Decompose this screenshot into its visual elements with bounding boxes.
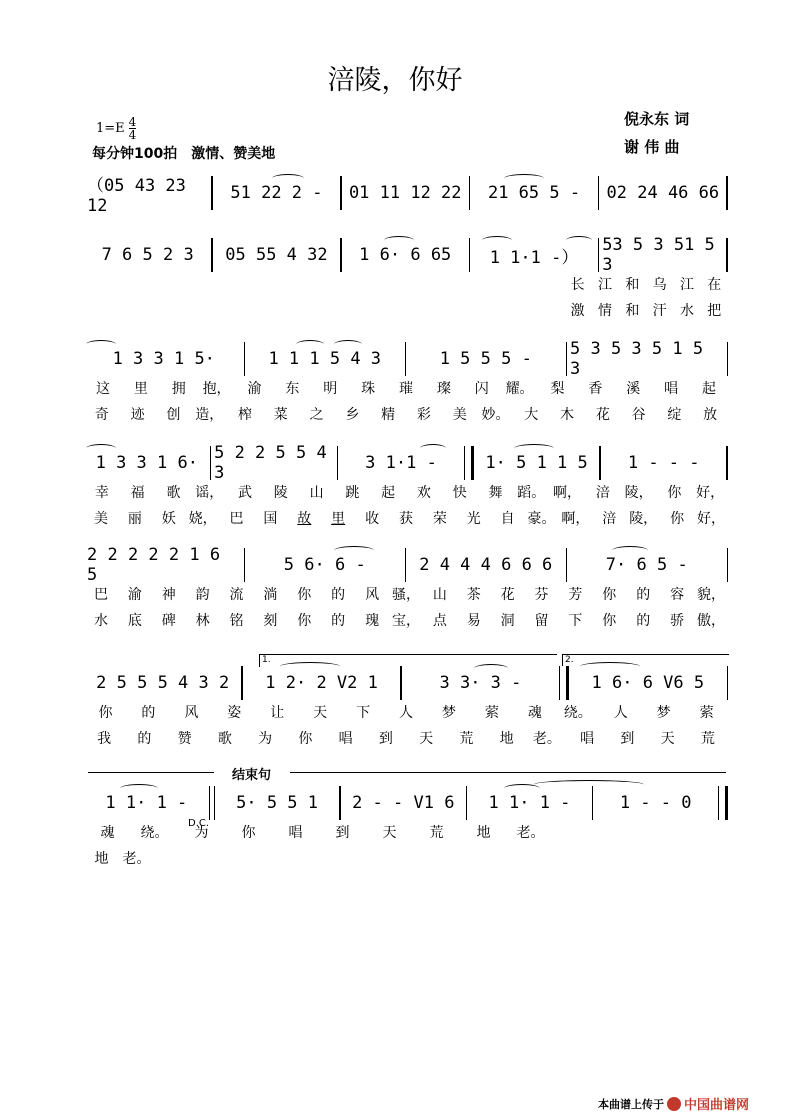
lyric-syllable: 国	[263, 511, 278, 527]
lyric-syllable: 唱	[338, 731, 353, 747]
lyric-syllable: 碑	[161, 613, 176, 629]
measure: 1 1· 1 -	[488, 793, 571, 813]
lyric-syllable: 铭	[229, 613, 244, 629]
lyric-syllable: 陵	[273, 485, 288, 501]
lyric-syllable: 妙。	[481, 407, 510, 423]
lyric-syllable: 到	[335, 825, 350, 841]
lyric-syllable: 彩	[416, 407, 431, 423]
lyric-syllable: 天	[419, 731, 434, 747]
lyric-syllable: 啊，	[561, 511, 590, 527]
lyric-syllable: 谣，	[195, 485, 224, 501]
lyric-syllable: 荒	[429, 825, 444, 841]
lyric-syllable: 里	[331, 511, 346, 527]
lyric-syllable: 赞	[177, 731, 192, 747]
lyric-syllable: 珠	[361, 381, 376, 397]
lyric-syllable: 福	[130, 485, 145, 501]
site-logo-text[interactable]: 中国曲谱网	[684, 1098, 750, 1113]
lyric-syllable: 香	[588, 381, 603, 397]
time-top: 4	[128, 115, 137, 129]
measure: 7 6 5 2 3	[101, 245, 194, 265]
lyric-syllable: 里	[133, 381, 148, 397]
lyric-syllable: 东	[285, 381, 300, 397]
lyric-syllable: 放	[703, 407, 718, 423]
measure: 21 65 5 -	[487, 183, 581, 203]
lyric-syllable: 的	[137, 731, 152, 747]
volta-second-ending: 2.	[562, 654, 729, 667]
measure: 5· 5 5 1	[236, 793, 318, 813]
lyric-syllable: 江	[597, 277, 612, 293]
score-system-4	[84, 443, 728, 528]
lyric-syllable: 荣	[432, 511, 447, 527]
lyric-syllable: 迹	[130, 407, 145, 423]
lyric-syllable: 留	[534, 613, 549, 629]
lyric-syllable: 造，	[195, 407, 224, 423]
lyric-syllable: 木	[560, 407, 575, 423]
lyric-syllable: 和	[625, 303, 640, 319]
lyric-syllable: 易	[466, 613, 481, 629]
lyric-syllable: 人	[399, 705, 414, 721]
slur	[86, 340, 116, 349]
measure: 1 1 1 5 4 3	[268, 349, 382, 369]
lyric-syllable: 林	[195, 613, 210, 629]
measure: 1 - - -	[627, 453, 700, 473]
lyric-syllable: 你	[98, 705, 113, 721]
lyric-syllable: 耀。	[505, 381, 534, 397]
lyric-syllable: 风	[184, 705, 199, 721]
lyric-syllable: 涪	[595, 485, 610, 501]
measure: 1 - - 0	[619, 793, 692, 813]
lyric-syllable: 姿	[227, 705, 242, 721]
measure: 1 6· 6 V6 5	[591, 673, 705, 693]
lyric-syllable: 绽	[667, 407, 682, 423]
lyric-syllable: 欢	[416, 485, 431, 501]
final-barline	[718, 786, 728, 820]
lyric-syllable: 水	[93, 613, 108, 629]
lyric-syllable: 下	[356, 705, 371, 721]
lyric-syllable: 蹈。	[517, 485, 546, 501]
measure: 2 4 4 4 6 6 6	[419, 555, 553, 575]
slur	[580, 662, 640, 671]
slur	[482, 236, 512, 245]
lyric-syllable: 渝	[127, 587, 142, 603]
lyric-syllable: 拥	[171, 381, 186, 397]
measure: 5 2 2 5 5 4 3	[214, 443, 327, 483]
repeat-barline	[559, 666, 569, 700]
lyric-line-2	[84, 728, 728, 748]
footer-text: 本曲谱上传于	[598, 1097, 664, 1111]
measure: 3 1·1 -	[365, 453, 437, 473]
lyric-syllable: 在	[707, 277, 722, 293]
lyric-syllable: 故	[297, 511, 312, 527]
lyric-syllable: 你	[297, 613, 312, 629]
slur	[296, 340, 324, 349]
score-system-2	[84, 235, 728, 320]
lyric-syllable: 溪	[626, 381, 641, 397]
lyric-syllable: 的	[141, 705, 156, 721]
lyric-syllable: 丽	[127, 511, 142, 527]
lyric-syllable: 起	[701, 381, 716, 397]
slur	[504, 174, 544, 183]
lyric-syllable: 精	[381, 407, 396, 423]
measure: 53 5 3 51 5 3	[602, 235, 715, 275]
lyric-syllable: 你	[298, 731, 313, 747]
measure: 5 3 5 3 5 1 5 3	[570, 339, 704, 379]
lyric-syllable: 花	[595, 407, 610, 423]
lyric-syllable: 武	[238, 485, 253, 501]
lyric-syllable: 你	[667, 485, 682, 501]
lyric-syllable: 刻	[263, 613, 278, 629]
lyric-syllable: 你	[602, 587, 617, 603]
barline	[727, 342, 729, 376]
measure: （05 43 23 12	[87, 175, 186, 216]
repeat-barline	[464, 446, 474, 480]
lyric-syllable: 的	[636, 587, 651, 603]
lyric-syllable: 你	[241, 825, 256, 841]
score-system-3	[84, 339, 728, 424]
key-label: 1=E	[96, 121, 125, 136]
lyric-syllable: 萦	[699, 705, 714, 721]
barline	[727, 666, 729, 700]
lyric-line-2	[84, 508, 728, 528]
lyric-syllable: 洞	[500, 613, 515, 629]
lyric-syllable: 歌	[166, 485, 181, 501]
footer	[598, 1094, 749, 1113]
lyric-syllable: 渝	[247, 381, 262, 397]
lyric-syllable: 涪	[602, 511, 617, 527]
slur	[120, 784, 158, 793]
measure: 05 55 4 32	[225, 245, 328, 265]
lyric-syllable: 啊，	[553, 485, 582, 501]
lyric-syllable: 璀	[398, 381, 413, 397]
lyric-syllable: 容	[670, 587, 685, 603]
lyric-syllable: 流	[229, 587, 244, 603]
lyric-syllable: 唱	[664, 381, 679, 397]
lyric-syllable: 魂	[527, 705, 542, 721]
score-system-1	[84, 175, 728, 218]
lyric-syllable: 奇	[94, 407, 109, 423]
lyric-syllable: 你	[670, 511, 685, 527]
lyric-syllable: 天	[660, 731, 675, 747]
lyric-syllable: 娆，	[188, 511, 217, 527]
lyric-syllable: 点	[432, 613, 447, 629]
lyric-syllable: 好，	[696, 485, 725, 501]
slur	[514, 444, 554, 453]
lyric-syllable: 获	[398, 511, 413, 527]
lyric-line-2	[84, 848, 154, 868]
lyric-syllable: 跳	[345, 485, 360, 501]
lyric-syllable: 乌	[652, 277, 667, 293]
lyric-syllable: 的	[636, 613, 651, 629]
lyric-syllable: 好，	[696, 511, 725, 527]
slur	[272, 174, 304, 183]
lyric-syllable: 地	[476, 825, 491, 841]
measure: 1 3 3 1 6·	[95, 453, 198, 473]
lyric-syllable: 情	[597, 303, 612, 319]
slur	[384, 236, 414, 245]
measure: 1· 5 1 1 5	[485, 453, 588, 473]
lyric-syllable: 把	[707, 303, 722, 319]
lyric-line-1	[564, 274, 728, 294]
lyric-syllable: 萦	[484, 705, 499, 721]
lyric-syllable: 榨	[238, 407, 253, 423]
lyric-syllable: 舞	[488, 485, 503, 501]
barline	[726, 446, 728, 480]
lyric-syllable: 和	[625, 277, 640, 293]
measure: 3 3· 3 -	[439, 673, 522, 693]
lyricist-credit: 倪永东 词	[624, 110, 690, 128]
lyric-line-2	[564, 300, 728, 320]
composer-credit: 谢 伟 曲	[624, 138, 680, 156]
lyric-syllable: 大	[524, 407, 539, 423]
lyric-syllable: 为	[194, 825, 209, 841]
lyric-syllable: 老。	[516, 825, 545, 841]
lyric-syllable: 的	[331, 613, 346, 629]
lyric-syllable: 幸	[94, 485, 109, 501]
lyric-syllable: 歌	[217, 731, 232, 747]
lyric-syllable: 菜	[273, 407, 288, 423]
lyric-syllable: 美	[93, 511, 108, 527]
lyric-syllable: 巴	[229, 511, 244, 527]
lyric-syllable: 明	[323, 381, 338, 397]
lyric-line-2	[84, 610, 728, 630]
score-system-5	[84, 545, 728, 630]
time-signature	[129, 116, 137, 141]
lyric-syllable: 创	[166, 407, 181, 423]
lyric-syllable: 你	[297, 587, 312, 603]
ending-label: 结束句	[228, 764, 275, 783]
lyric-syllable: 闪	[474, 381, 489, 397]
lyric-line-1	[84, 482, 728, 502]
slur	[420, 444, 446, 453]
lyric-syllable: 美	[452, 407, 467, 423]
lyric-syllable: 光	[466, 511, 481, 527]
lyric-syllable: 汗	[652, 303, 667, 319]
measure: 2 - - V1 6	[352, 793, 455, 813]
lyric-syllable: 长	[570, 277, 585, 293]
song-title: 涪陵，你好	[327, 65, 463, 96]
barline	[726, 176, 728, 210]
lyric-syllable: 到	[620, 731, 635, 747]
lyric-syllable: 江	[679, 277, 694, 293]
lyric-syllable: 绕。	[140, 825, 169, 841]
lyric-syllable: 茶	[466, 587, 481, 603]
lyric-syllable: 老。	[122, 851, 151, 867]
lyric-syllable: 梨	[550, 381, 565, 397]
lyric-syllable: 璨	[436, 381, 451, 397]
score-system-7	[84, 788, 728, 868]
slur	[334, 340, 362, 349]
lyric-syllable: 下	[568, 613, 583, 629]
lyric-syllable: 自	[500, 511, 515, 527]
lyric-syllable: 神	[161, 587, 176, 603]
lyric-syllable: 为	[258, 731, 273, 747]
lyric-syllable: 魂	[100, 825, 115, 841]
lyric-syllable: 老。	[532, 731, 561, 747]
measure: 1 1· 1 -	[105, 793, 188, 813]
lyric-syllable: 瑰	[365, 613, 380, 629]
lyric-syllable: 荒	[700, 731, 715, 747]
slur	[566, 236, 592, 245]
lyric-syllable: 激	[570, 303, 585, 319]
slur	[474, 664, 508, 673]
ending-line-right	[290, 772, 726, 773]
lyric-syllable: 快	[452, 485, 467, 501]
lyric-syllable: 地	[499, 731, 514, 747]
lyric-syllable: 起	[381, 485, 396, 501]
lyric-syllable: 貌，	[696, 587, 725, 603]
lyric-syllable: 的	[331, 587, 346, 603]
lyric-syllable: 淌	[263, 587, 278, 603]
measure: 1 6· 6 65	[359, 245, 452, 265]
dc-marker: D.C.	[188, 818, 210, 829]
lyric-syllable: 这	[95, 381, 110, 397]
lyric-syllable: 傲，	[696, 613, 725, 629]
lyric-syllable: 之	[309, 407, 324, 423]
measure: 02 24 46 66	[606, 183, 720, 203]
measure: 1 3 3 1 5·	[112, 349, 215, 369]
barline	[726, 238, 728, 272]
lyric-syllable: 抱，	[202, 381, 231, 397]
lyric-syllable: 你	[602, 613, 617, 629]
lyric-line-1	[84, 378, 728, 398]
lyric-syllable: 骄	[670, 613, 685, 629]
volta-first-ending: 1.	[259, 654, 557, 667]
time-bottom: 4	[128, 128, 137, 142]
lyric-syllable: 我	[97, 731, 112, 747]
barline	[727, 548, 729, 582]
slur	[612, 546, 648, 555]
measure: 01 11 12 22	[348, 183, 462, 203]
lyric-syllable: 陵，	[624, 485, 653, 501]
lyric-line-1	[84, 702, 728, 722]
slur	[280, 662, 340, 671]
measure: 1 1·1 -）	[489, 247, 579, 268]
lyric-syllable: 水	[679, 303, 694, 319]
lyric-syllable: 陵，	[629, 511, 658, 527]
lyric-syllable: 风	[365, 587, 380, 603]
lyric-syllable: 谷	[631, 407, 646, 423]
lyric-syllable: 豪。	[527, 511, 556, 527]
lyric-line-1	[84, 822, 554, 842]
measure: 1 2· 2 V2 1	[265, 673, 378, 693]
slur	[334, 546, 374, 555]
site-logo-icon	[667, 1097, 681, 1111]
lyric-syllable: 绕。	[563, 705, 592, 721]
measure: 1 5 5 5 -	[439, 349, 532, 369]
measure: 51 22 2 -	[230, 183, 323, 203]
measure: 5 6· 6 -	[283, 555, 366, 575]
lyric-syllable: 骚，	[391, 587, 420, 603]
lyric-syllable: 乡	[345, 407, 360, 423]
lyric-syllable: 妖	[161, 511, 176, 527]
lyric-syllable: 人	[613, 705, 628, 721]
measure: 2 5 5 5 4 3 2	[96, 673, 230, 693]
lyric-line-1	[84, 584, 728, 604]
lyric-syllable: 韵	[195, 587, 210, 603]
lyric-syllable: 天	[382, 825, 397, 841]
lyric-syllable: 芬	[534, 587, 549, 603]
lyric-syllable: 地	[94, 851, 109, 867]
lyric-syllable: 唱	[288, 825, 303, 841]
lyric-syllable: 天	[313, 705, 328, 721]
lyric-syllable: 巴	[93, 587, 108, 603]
score-system-6	[84, 655, 728, 748]
key-signature	[96, 116, 136, 141]
lyric-syllable: 荒	[459, 731, 474, 747]
lyric-syllable: 底	[127, 613, 142, 629]
lyric-line-2	[84, 404, 728, 424]
lyric-syllable: 山	[432, 587, 447, 603]
measure: 7· 6 5 -	[605, 555, 688, 575]
lyric-syllable: 芳	[568, 587, 583, 603]
lyric-syllable: 唱	[580, 731, 595, 747]
tempo-marking: 每分钟100拍 激情、赞美地	[92, 146, 276, 162]
measure: 2 2 2 2 2 1 6 5	[87, 545, 221, 585]
lyric-syllable: 到	[378, 731, 393, 747]
ending-line-left	[88, 772, 214, 773]
lyric-syllable: 让	[270, 705, 285, 721]
lyric-syllable: 宝，	[391, 613, 420, 629]
lyric-syllable: 梦	[656, 705, 671, 721]
lyric-syllable: 山	[309, 485, 324, 501]
lyric-syllable: 收	[365, 511, 380, 527]
lyric-syllable: 花	[500, 587, 515, 603]
slur	[534, 780, 644, 789]
lyric-syllable: 梦	[441, 705, 456, 721]
slur	[86, 444, 116, 453]
